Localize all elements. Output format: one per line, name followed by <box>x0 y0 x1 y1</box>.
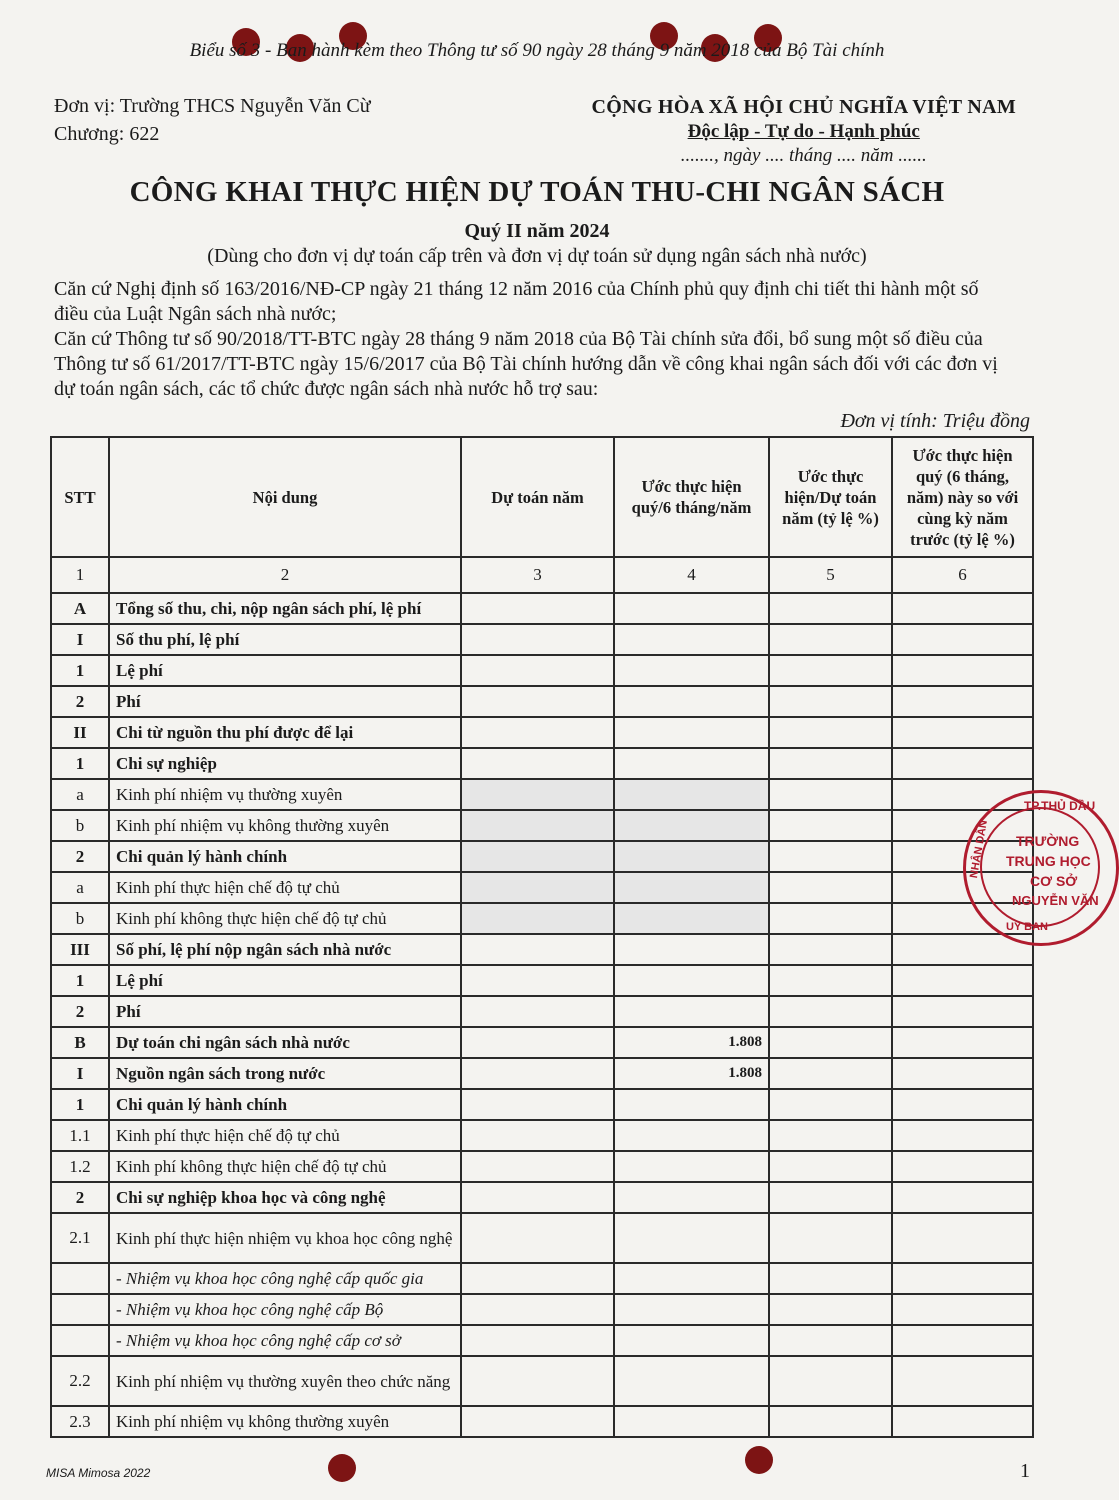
row-yoy <box>892 717 1033 748</box>
row-ratio <box>769 1406 892 1437</box>
row-estimate <box>614 965 769 996</box>
row-yoy <box>892 593 1033 624</box>
table-header-row <box>51 437 1033 557</box>
row-budget <box>461 810 614 841</box>
row-content: Tổng số thu, chi, nộp ngân sách phí, lệ phí <box>109 593 461 624</box>
table-row <box>51 872 1033 903</box>
row-stt: a <box>51 779 109 810</box>
row-ratio <box>769 903 892 934</box>
row-budget <box>461 1182 614 1213</box>
header-content: Nội dung <box>109 437 461 557</box>
unit-of-measure: Đơn vị tính: Triệu đồng <box>840 410 1030 432</box>
row-estimate <box>614 1089 769 1120</box>
row-content: Số thu phí, lệ phí <box>109 624 461 655</box>
usage-note: (Dùng cho đơn vị dự toán cấp trên và đơn vị dự toán sử dụng ngân sách nhà nước) <box>207 245 867 267</box>
row-stt: III <box>51 934 109 965</box>
row-stt: a <box>51 872 109 903</box>
row-content: Kinh phí thực hiện chế độ tự chủ <box>109 872 461 903</box>
table-row <box>51 1089 1033 1120</box>
table-row <box>51 1027 1033 1058</box>
basis-paragraph-2: Căn cứ Thông tư số 90/2018/TT-BTC ngày 28 tháng 9 năm 2018 của Bộ Tài chính sửa đổi, bổ sung một số điều của Thông tư số 61/2017/TT-BTC ngày 15/6/2017 của Bộ Tài chính hướng dẫn về công khai ngân sách đối với các đơn vị dự toán ngân sách, các tổ chức được ngân sách nhà nước hỗ trợ sau: <box>54 328 998 400</box>
row-stt: 1 <box>51 1089 109 1120</box>
row-content: Chi quản lý hành chính <box>109 1089 461 1120</box>
header-estimate: Ước thực hiện quý/6 tháng/năm <box>614 437 769 557</box>
row-content: Chi sự nghiệp <box>109 748 461 779</box>
row-budget <box>461 1294 614 1325</box>
row-estimate: 1.808 <box>614 1027 769 1058</box>
table-row <box>51 748 1033 779</box>
row-ratio <box>769 1058 892 1089</box>
row-stt: I <box>51 1058 109 1089</box>
row-estimate <box>614 841 769 872</box>
row-ratio <box>769 593 892 624</box>
row-yoy <box>892 1089 1033 1120</box>
row-ratio <box>769 1027 892 1058</box>
row-budget <box>461 903 614 934</box>
row-content: Kinh phí nhiệm vụ không thường xuyên <box>109 1406 461 1437</box>
row-ratio <box>769 1325 892 1356</box>
table-row <box>51 1120 1033 1151</box>
row-ratio <box>769 1151 892 1182</box>
row-budget <box>461 1325 614 1356</box>
row-budget <box>461 1213 614 1263</box>
row-ratio <box>769 1089 892 1120</box>
row-content: Phí <box>109 996 461 1027</box>
row-stt: 2 <box>51 841 109 872</box>
stamp-line-1: TRƯỜNG <box>1016 833 1080 849</box>
row-content: Số phí, lệ phí nộp ngân sách nhà nước <box>109 934 461 965</box>
basis-paragraph-1: Căn cứ Nghị định số 163/2016/NĐ-CP ngày 21 tháng 12 năm 2016 của Chính phủ quy định chi tiết thi hành một số điều của Luật Ngân sách nhà nước; <box>54 278 979 325</box>
table-row <box>51 1058 1033 1089</box>
table-row <box>51 1325 1033 1356</box>
row-budget <box>461 1406 614 1437</box>
row-yoy <box>892 965 1033 996</box>
row-ratio <box>769 1120 892 1151</box>
row-content: Phí <box>109 686 461 717</box>
row-estimate <box>614 1263 769 1294</box>
row-stt: 2 <box>51 996 109 1027</box>
row-budget <box>461 965 614 996</box>
row-stt: b <box>51 903 109 934</box>
row-stt: 2 <box>51 1182 109 1213</box>
row-ratio <box>769 872 892 903</box>
row-estimate <box>614 872 769 903</box>
row-content: Kinh phí nhiệm vụ không thường xuyên <box>109 810 461 841</box>
table-body <box>51 593 1033 1437</box>
row-yoy <box>892 1120 1033 1151</box>
row-budget <box>461 779 614 810</box>
row-stt <box>51 1294 109 1325</box>
row-yoy <box>892 655 1033 686</box>
col-number: 5 <box>769 557 892 593</box>
col-number: 4 <box>614 557 769 593</box>
row-ratio <box>769 996 892 1027</box>
row-estimate <box>614 1151 769 1182</box>
row-budget <box>461 624 614 655</box>
row-ratio <box>769 624 892 655</box>
row-estimate <box>614 717 769 748</box>
table-row <box>51 934 1033 965</box>
row-budget <box>461 1120 614 1151</box>
row-content: Kinh phí nhiệm vụ thường xuyên <box>109 779 461 810</box>
row-yoy <box>892 1213 1033 1263</box>
table-row <box>51 965 1033 996</box>
header-stt: STT <box>51 437 109 557</box>
row-estimate <box>614 624 769 655</box>
table-row <box>51 996 1033 1027</box>
stamp-line-4: NGUYỄN VĂN <box>1012 893 1099 908</box>
row-content: - Nhiệm vụ khoa học công nghệ cấp Bộ <box>109 1294 461 1325</box>
row-stt: 2.3 <box>51 1406 109 1437</box>
unit-name: Đơn vị: Trường THCS Nguyễn Văn Cừ <box>54 95 371 117</box>
row-content: Dự toán chi ngân sách nhà nước <box>109 1027 461 1058</box>
table-row <box>51 593 1033 624</box>
row-stt: B <box>51 1027 109 1058</box>
table-row <box>51 1356 1033 1406</box>
row-stt: 2.2 <box>51 1356 109 1406</box>
row-estimate <box>614 1356 769 1406</box>
row-content: Nguồn ngân sách trong nước <box>109 1058 461 1089</box>
row-content: Lệ phí <box>109 965 461 996</box>
table-row <box>51 1213 1033 1263</box>
table-row <box>51 717 1033 748</box>
nation-motto: Độc lập - Tự do - Hạnh phúc <box>687 121 920 142</box>
unit-chapter: Chương: 622 <box>54 123 160 145</box>
stamp-ring-left: NHÂN DÂN <box>968 819 991 880</box>
row-stt: II <box>51 717 109 748</box>
row-yoy <box>892 1263 1033 1294</box>
header-yoy: Ước thực hiện quý (6 tháng, năm) này so với cùng kỳ năm trước (tỷ lệ %) <box>892 437 1033 557</box>
row-estimate: 1.808 <box>614 1058 769 1089</box>
row-yoy <box>892 686 1033 717</box>
row-ratio <box>769 841 892 872</box>
punch-hole <box>328 1454 356 1482</box>
row-yoy <box>892 996 1033 1027</box>
row-budget <box>461 996 614 1027</box>
stamp-line-2: TRUNG HỌC <box>1006 853 1091 869</box>
row-estimate <box>614 903 769 934</box>
table-row <box>51 903 1033 934</box>
official-stamp <box>963 790 1119 946</box>
row-budget <box>461 593 614 624</box>
row-estimate <box>614 686 769 717</box>
row-content: Chi từ nguồn thu phí được để lại <box>109 717 461 748</box>
table-row <box>51 779 1033 810</box>
row-yoy <box>892 1151 1033 1182</box>
row-stt <box>51 1325 109 1356</box>
table-row <box>51 655 1033 686</box>
row-stt: 1.1 <box>51 1120 109 1151</box>
row-estimate <box>614 593 769 624</box>
row-ratio <box>769 934 892 965</box>
row-ratio <box>769 1213 892 1263</box>
row-stt <box>51 1263 109 1294</box>
col-number: 3 <box>461 557 614 593</box>
row-estimate <box>614 1325 769 1356</box>
unit-block <box>54 92 371 148</box>
row-estimate <box>614 1406 769 1437</box>
software-name: MISA Mimosa 2022 <box>46 1466 151 1480</box>
row-budget <box>461 1027 614 1058</box>
row-stt: 2 <box>51 686 109 717</box>
row-budget <box>461 686 614 717</box>
row-estimate <box>614 810 769 841</box>
row-budget <box>461 872 614 903</box>
row-content: Chi sự nghiệp khoa học và công nghệ <box>109 1182 461 1213</box>
budget-table <box>50 436 1034 1438</box>
stamp-ring-top: TP.THỦ DẦU <box>1024 799 1096 813</box>
row-ratio <box>769 1356 892 1406</box>
row-yoy <box>892 1294 1033 1325</box>
column-number-row <box>51 557 1033 593</box>
national-header <box>591 96 1016 167</box>
row-estimate <box>614 748 769 779</box>
row-content: Lệ phí <box>109 655 461 686</box>
row-ratio <box>769 686 892 717</box>
header-ratio: Ước thực hiện/Dự toán năm (tỷ lệ %) <box>769 437 892 557</box>
table-row <box>51 810 1033 841</box>
row-yoy <box>892 1058 1033 1089</box>
row-budget <box>461 1151 614 1182</box>
row-content: - Nhiệm vụ khoa học công nghệ cấp quốc gia <box>109 1263 461 1294</box>
table-row <box>51 686 1033 717</box>
row-ratio <box>769 748 892 779</box>
stamp-ring-bottom: UY BAN <box>1006 921 1048 933</box>
row-yoy <box>892 1027 1033 1058</box>
row-stt: 1.2 <box>51 1151 109 1182</box>
col-number: 1 <box>51 557 109 593</box>
header-budget: Dự toán năm <box>461 437 614 557</box>
row-ratio <box>769 965 892 996</box>
row-stt: 2.1 <box>51 1213 109 1263</box>
table-row <box>51 1294 1033 1325</box>
table-row <box>51 1151 1033 1182</box>
row-content: Kinh phí thực hiện nhiệm vụ khoa học công nghệ <box>109 1213 461 1263</box>
row-yoy <box>892 1406 1033 1437</box>
row-budget <box>461 748 614 779</box>
row-estimate <box>614 1294 769 1325</box>
row-yoy <box>892 748 1033 779</box>
col-number: 2 <box>109 557 461 593</box>
row-ratio <box>769 1182 892 1213</box>
date-line: ......., ngày .... tháng .... năm ...... <box>680 145 927 166</box>
table-row <box>51 841 1033 872</box>
table-row <box>51 624 1033 655</box>
row-estimate <box>614 934 769 965</box>
punch-hole <box>745 1446 773 1474</box>
row-budget <box>461 1263 614 1294</box>
row-content: - Nhiệm vụ khoa học công nghệ cấp cơ sở <box>109 1325 461 1356</box>
row-ratio <box>769 717 892 748</box>
page-number: 1 <box>1020 1460 1030 1482</box>
row-ratio <box>769 1263 892 1294</box>
row-yoy <box>892 624 1033 655</box>
page-title: CÔNG KHAI THỰC HIỆN DỰ TOÁN THU-CHI NGÂN SÁCH <box>129 176 945 208</box>
table-row <box>51 1406 1033 1437</box>
row-stt: 1 <box>51 748 109 779</box>
row-yoy <box>892 1182 1033 1213</box>
row-budget <box>461 841 614 872</box>
row-content: Kinh phí nhiệm vụ thường xuyên theo chức năng <box>109 1356 461 1406</box>
row-stt: 1 <box>51 965 109 996</box>
row-budget <box>461 1089 614 1120</box>
col-number: 6 <box>892 557 1033 593</box>
row-budget <box>461 717 614 748</box>
row-ratio <box>769 810 892 841</box>
row-estimate <box>614 1213 769 1263</box>
row-stt: 1 <box>51 655 109 686</box>
row-stt: A <box>51 593 109 624</box>
row-stt: b <box>51 810 109 841</box>
row-budget <box>461 1356 614 1406</box>
row-estimate <box>614 655 769 686</box>
row-budget <box>461 1058 614 1089</box>
stamp-line-3: CƠ SỞ <box>1030 873 1078 889</box>
row-content: Kinh phí không thực hiện chế độ tự chủ <box>109 903 461 934</box>
row-content: Chi quản lý hành chính <box>109 841 461 872</box>
row-content: Kinh phí không thực hiện chế độ tự chủ <box>109 1151 461 1182</box>
row-yoy <box>892 1325 1033 1356</box>
row-estimate <box>614 1182 769 1213</box>
row-estimate <box>614 996 769 1027</box>
row-estimate <box>614 779 769 810</box>
header-note: Biểu số 3 - Ban hành kèm theo Thông tư số 90 ngày 28 tháng 9 năm 2018 của Bộ Tài chính <box>189 40 885 61</box>
row-ratio <box>769 655 892 686</box>
nation-name: CỘNG HÒA XÃ HỘI CHỦ NGHĨA VIỆT NAM <box>591 96 1016 118</box>
row-stt: I <box>51 624 109 655</box>
row-content: Kinh phí thực hiện chế độ tự chủ <box>109 1120 461 1151</box>
row-budget <box>461 934 614 965</box>
row-ratio <box>769 1294 892 1325</box>
table-row <box>51 1263 1033 1294</box>
page-subtitle: Quý II năm 2024 <box>464 220 610 242</box>
table-row <box>51 1182 1033 1213</box>
row-ratio <box>769 779 892 810</box>
row-yoy <box>892 1356 1033 1406</box>
row-budget <box>461 655 614 686</box>
row-estimate <box>614 1120 769 1151</box>
